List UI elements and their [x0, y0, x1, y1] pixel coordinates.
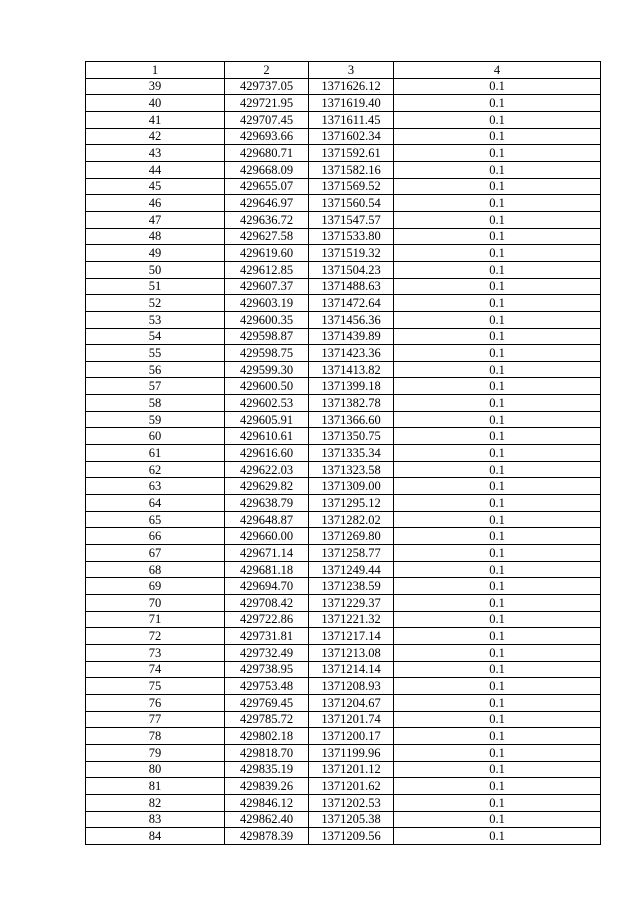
- cell-point-number: 58: [86, 395, 225, 412]
- cell-x: 429607.37: [225, 278, 309, 295]
- table-row: [86, 528, 601, 545]
- cell-x: 429846.12: [225, 794, 309, 811]
- cell-value: 0.1: [394, 628, 601, 645]
- table-row: [86, 345, 601, 362]
- table-row: [86, 495, 601, 512]
- cell-y: 1371366.60: [309, 411, 394, 428]
- table-header: [86, 62, 601, 79]
- cell-point-number: 79: [86, 744, 225, 761]
- cell-x: 429694.70: [225, 578, 309, 595]
- column-header-y: 3: [309, 62, 394, 79]
- cell-y: 1371592.61: [309, 145, 394, 162]
- cell-x: 429671.14: [225, 545, 309, 562]
- table-row: [86, 778, 601, 795]
- cell-x: 429693.66: [225, 128, 309, 145]
- cell-y: 1371217.14: [309, 628, 394, 645]
- cell-y: 1371282.02: [309, 511, 394, 528]
- cell-y: 1371533.80: [309, 228, 394, 245]
- cell-value: 0.1: [394, 195, 601, 212]
- cell-x: 429616.60: [225, 445, 309, 462]
- cell-point-number: 64: [86, 495, 225, 512]
- cell-value: 0.1: [394, 661, 601, 678]
- cell-value: 0.1: [394, 411, 601, 428]
- cell-value: 0.1: [394, 678, 601, 695]
- cell-y: 1371309.00: [309, 478, 394, 495]
- cell-point-number: 67: [86, 545, 225, 562]
- cell-point-number: 44: [86, 161, 225, 178]
- column-header-point-number: 1: [86, 62, 225, 79]
- cell-point-number: 49: [86, 245, 225, 262]
- cell-value: 0.1: [394, 328, 601, 345]
- cell-point-number: 41: [86, 111, 225, 128]
- cell-y: 1371214.14: [309, 661, 394, 678]
- cell-x: 429707.45: [225, 111, 309, 128]
- table-row: [86, 145, 601, 162]
- cell-y: 1371204.67: [309, 694, 394, 711]
- cell-value: 0.1: [394, 178, 601, 195]
- cell-value: 0.1: [394, 694, 601, 711]
- cell-x: 429721.95: [225, 95, 309, 112]
- table-row: [86, 711, 601, 728]
- table-row: [86, 595, 601, 612]
- cell-point-number: 48: [86, 228, 225, 245]
- table-row: [86, 311, 601, 328]
- cell-x: 429708.42: [225, 595, 309, 612]
- cell-point-number: 78: [86, 728, 225, 745]
- cell-y: 1371201.12: [309, 761, 394, 778]
- cell-x: 429638.79: [225, 495, 309, 512]
- cell-y: 1371323.58: [309, 461, 394, 478]
- cell-x: 429802.18: [225, 728, 309, 745]
- cell-y: 1371295.12: [309, 495, 394, 512]
- cell-y: 1371229.37: [309, 595, 394, 612]
- cell-y: 1371626.12: [309, 78, 394, 95]
- table-row: [86, 761, 601, 778]
- cell-x: 429627.58: [225, 228, 309, 245]
- table-row: [86, 211, 601, 228]
- cell-value: 0.1: [394, 445, 601, 462]
- cell-x: 429600.35: [225, 311, 309, 328]
- cell-point-number: 57: [86, 378, 225, 395]
- cell-x: 429612.85: [225, 261, 309, 278]
- cell-x: 429668.09: [225, 161, 309, 178]
- cell-x: 429862.40: [225, 811, 309, 828]
- cell-y: 1371519.32: [309, 245, 394, 262]
- table-row: [86, 461, 601, 478]
- cell-value: 0.1: [394, 611, 601, 628]
- cell-point-number: 70: [86, 595, 225, 612]
- cell-value: 0.1: [394, 128, 601, 145]
- cell-point-number: 45: [86, 178, 225, 195]
- cell-point-number: 47: [86, 211, 225, 228]
- cell-x: 429602.53: [225, 395, 309, 412]
- table-row: [86, 561, 601, 578]
- table-row: [86, 78, 601, 95]
- cell-point-number: 56: [86, 361, 225, 378]
- cell-value: 0.1: [394, 395, 601, 412]
- cell-point-number: 52: [86, 295, 225, 312]
- cell-x: 429629.82: [225, 478, 309, 495]
- table-row: [86, 828, 601, 845]
- table-row: [86, 511, 601, 528]
- table-row: [86, 278, 601, 295]
- cell-value: 0.1: [394, 478, 601, 495]
- table-row: [86, 578, 601, 595]
- cell-x: 429655.07: [225, 178, 309, 195]
- cell-y: 1371209.56: [309, 828, 394, 845]
- table-row: [86, 245, 601, 262]
- cell-point-number: 43: [86, 145, 225, 162]
- table-row: [86, 744, 601, 761]
- cell-y: 1371213.08: [309, 644, 394, 661]
- cell-point-number: 46: [86, 195, 225, 212]
- cell-y: 1371399.18: [309, 378, 394, 395]
- cell-value: 0.1: [394, 145, 601, 162]
- cell-point-number: 62: [86, 461, 225, 478]
- cell-x: 429722.86: [225, 611, 309, 628]
- cell-x: 429599.30: [225, 361, 309, 378]
- cell-value: 0.1: [394, 811, 601, 828]
- cell-y: 1371200.17: [309, 728, 394, 745]
- cell-point-number: 59: [86, 411, 225, 428]
- table-row: [86, 295, 601, 312]
- cell-x: 429681.18: [225, 561, 309, 578]
- cell-y: 1371202.53: [309, 794, 394, 811]
- cell-value: 0.1: [394, 211, 601, 228]
- cell-value: 0.1: [394, 828, 601, 845]
- table-row: [86, 395, 601, 412]
- cell-value: 0.1: [394, 595, 601, 612]
- cell-value: 0.1: [394, 278, 601, 295]
- cell-x: 429818.70: [225, 744, 309, 761]
- cell-point-number: 80: [86, 761, 225, 778]
- table-row: [86, 445, 601, 462]
- cell-point-number: 51: [86, 278, 225, 295]
- cell-x: 429732.49: [225, 644, 309, 661]
- cell-value: 0.1: [394, 761, 601, 778]
- coordinates-table: [85, 61, 601, 845]
- cell-x: 429680.71: [225, 145, 309, 162]
- cell-y: 1371208.93: [309, 678, 394, 695]
- cell-x: 429622.03: [225, 461, 309, 478]
- cell-point-number: 72: [86, 628, 225, 645]
- cell-value: 0.1: [394, 161, 601, 178]
- cell-point-number: 39: [86, 78, 225, 95]
- cell-value: 0.1: [394, 345, 601, 362]
- cell-y: 1371238.59: [309, 578, 394, 595]
- cell-value: 0.1: [394, 545, 601, 562]
- cell-x: 429598.87: [225, 328, 309, 345]
- cell-point-number: 63: [86, 478, 225, 495]
- table-row: [86, 694, 601, 711]
- cell-point-number: 83: [86, 811, 225, 828]
- cell-x: 429660.00: [225, 528, 309, 545]
- cell-value: 0.1: [394, 461, 601, 478]
- cell-value: 0.1: [394, 295, 601, 312]
- cell-point-number: 53: [86, 311, 225, 328]
- cell-point-number: 74: [86, 661, 225, 678]
- table-row: [86, 361, 601, 378]
- cell-value: 0.1: [394, 95, 601, 112]
- cell-point-number: 84: [86, 828, 225, 845]
- cell-y: 1371335.34: [309, 445, 394, 462]
- table-row: [86, 678, 601, 695]
- cell-point-number: 68: [86, 561, 225, 578]
- table-row: [86, 661, 601, 678]
- cell-y: 1371205.38: [309, 811, 394, 828]
- cell-y: 1371382.78: [309, 395, 394, 412]
- table-row: [86, 545, 601, 562]
- cell-value: 0.1: [394, 311, 601, 328]
- table-row: [86, 228, 601, 245]
- cell-y: 1371582.16: [309, 161, 394, 178]
- cell-y: 1371547.57: [309, 211, 394, 228]
- cell-point-number: 82: [86, 794, 225, 811]
- table-row: [86, 111, 601, 128]
- table-row: [86, 628, 601, 645]
- cell-point-number: 40: [86, 95, 225, 112]
- cell-point-number: 76: [86, 694, 225, 711]
- cell-y: 1371258.77: [309, 545, 394, 562]
- cell-x: 429646.97: [225, 195, 309, 212]
- cell-y: 1371350.75: [309, 428, 394, 445]
- cell-value: 0.1: [394, 78, 601, 95]
- table-row: [86, 328, 601, 345]
- cell-y: 1371269.80: [309, 528, 394, 545]
- cell-y: 1371504.23: [309, 261, 394, 278]
- cell-x: 429878.39: [225, 828, 309, 845]
- cell-x: 429785.72: [225, 711, 309, 728]
- cell-point-number: 73: [86, 644, 225, 661]
- cell-y: 1371472.64: [309, 295, 394, 312]
- cell-value: 0.1: [394, 744, 601, 761]
- table-row: [86, 95, 601, 112]
- cell-point-number: 66: [86, 528, 225, 545]
- cell-y: 1371560.54: [309, 195, 394, 212]
- cell-y: 1371439.89: [309, 328, 394, 345]
- cell-value: 0.1: [394, 378, 601, 395]
- cell-point-number: 61: [86, 445, 225, 462]
- cell-y: 1371488.63: [309, 278, 394, 295]
- cell-x: 429839.26: [225, 778, 309, 795]
- cell-value: 0.1: [394, 728, 601, 745]
- cell-y: 1371619.40: [309, 95, 394, 112]
- cell-x: 429737.05: [225, 78, 309, 95]
- column-header-value: 4: [394, 62, 601, 79]
- cell-y: 1371602.34: [309, 128, 394, 145]
- cell-point-number: 69: [86, 578, 225, 595]
- cell-x: 429835.19: [225, 761, 309, 778]
- cell-value: 0.1: [394, 644, 601, 661]
- cell-y: 1371199.96: [309, 744, 394, 761]
- cell-y: 1371569.52: [309, 178, 394, 195]
- table-row: [86, 411, 601, 428]
- cell-x: 429605.91: [225, 411, 309, 428]
- cell-value: 0.1: [394, 261, 601, 278]
- cell-value: 0.1: [394, 711, 601, 728]
- cell-point-number: 42: [86, 128, 225, 145]
- table-row: [86, 261, 601, 278]
- cell-value: 0.1: [394, 245, 601, 262]
- cell-y: 1371201.74: [309, 711, 394, 728]
- cell-value: 0.1: [394, 511, 601, 528]
- cell-point-number: 55: [86, 345, 225, 362]
- column-header-x: 2: [225, 62, 309, 79]
- table-row: [86, 195, 601, 212]
- cell-y: 1371201.62: [309, 778, 394, 795]
- cell-y: 1371413.82: [309, 361, 394, 378]
- cell-x: 429600.50: [225, 378, 309, 395]
- cell-y: 1371611.45: [309, 111, 394, 128]
- cell-x: 429598.75: [225, 345, 309, 362]
- table-row: [86, 128, 601, 145]
- cell-value: 0.1: [394, 778, 601, 795]
- cell-value: 0.1: [394, 228, 601, 245]
- cell-x: 429610.61: [225, 428, 309, 445]
- table-row: [86, 644, 601, 661]
- table-row: [86, 478, 601, 495]
- cell-value: 0.1: [394, 361, 601, 378]
- cell-x: 429648.87: [225, 511, 309, 528]
- cell-point-number: 75: [86, 678, 225, 695]
- table-row: [86, 178, 601, 195]
- cell-point-number: 60: [86, 428, 225, 445]
- cell-y: 1371221.32: [309, 611, 394, 628]
- cell-point-number: 65: [86, 511, 225, 528]
- cell-x: 429738.95: [225, 661, 309, 678]
- cell-x: 429769.45: [225, 694, 309, 711]
- table-row: [86, 428, 601, 445]
- cell-y: 1371423.36: [309, 345, 394, 362]
- cell-value: 0.1: [394, 428, 601, 445]
- cell-x: 429731.81: [225, 628, 309, 645]
- cell-y: 1371249.44: [309, 561, 394, 578]
- cell-point-number: 81: [86, 778, 225, 795]
- table-row: [86, 728, 601, 745]
- cell-value: 0.1: [394, 528, 601, 545]
- cell-x: 429636.72: [225, 211, 309, 228]
- table-body: [86, 78, 601, 844]
- cell-value: 0.1: [394, 578, 601, 595]
- table-row: [86, 611, 601, 628]
- header-row: [86, 62, 601, 79]
- cell-x: 429753.48: [225, 678, 309, 695]
- cell-point-number: 54: [86, 328, 225, 345]
- table-row: [86, 161, 601, 178]
- cell-y: 1371456.36: [309, 311, 394, 328]
- cell-x: 429603.19: [225, 295, 309, 312]
- cell-point-number: 71: [86, 611, 225, 628]
- cell-value: 0.1: [394, 561, 601, 578]
- cell-value: 0.1: [394, 794, 601, 811]
- cell-point-number: 50: [86, 261, 225, 278]
- table-row: [86, 378, 601, 395]
- cell-value: 0.1: [394, 111, 601, 128]
- cell-x: 429619.60: [225, 245, 309, 262]
- cell-value: 0.1: [394, 495, 601, 512]
- table-row: [86, 794, 601, 811]
- table-row: [86, 811, 601, 828]
- cell-point-number: 77: [86, 711, 225, 728]
